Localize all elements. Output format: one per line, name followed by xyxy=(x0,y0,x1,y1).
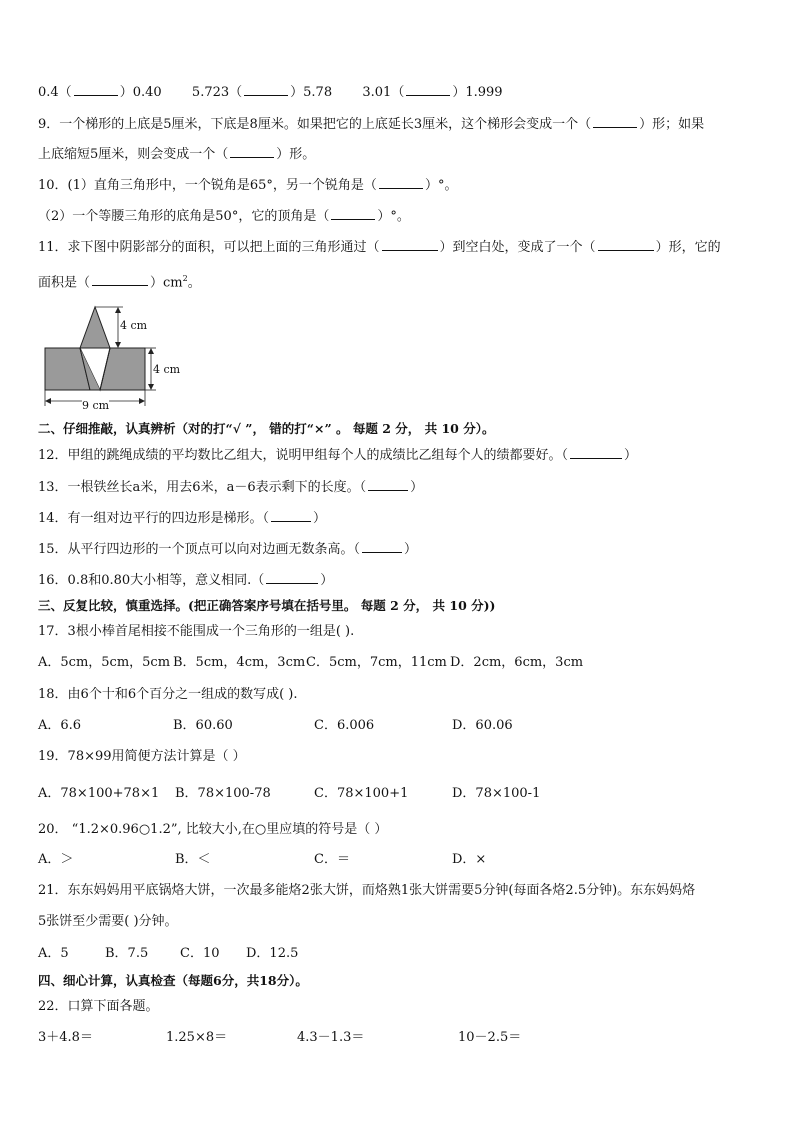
label-right-height: 4 cm xyxy=(153,363,181,376)
q16: 16．0.8和0.80大小相等，意义相同.（ ） xyxy=(38,573,334,588)
q18-option-c[interactable]: C．6.006 xyxy=(314,718,375,733)
q18-option-b[interactable]: B．60.60 xyxy=(173,718,233,733)
q12: 12．甲组的跳绳成绩的平均数比乙组大，说明甲组每个人的成绩比乙组每个人的绩都要好。（ ） xyxy=(38,448,638,463)
section4-title: 四、细心计算，认真检查（每题6分，共18分）。 xyxy=(38,973,308,988)
q19-option-b[interactable]: B．78×100-78 xyxy=(175,786,271,801)
answer-blank[interactable] xyxy=(92,273,148,286)
geometry-diagram xyxy=(38,302,198,414)
q17-option-c[interactable]: C．5cm，7cm，11cm xyxy=(306,655,447,670)
answer-blank[interactable] xyxy=(244,83,288,96)
q14: 14．有一组对边平行的四边形是梯形。（ ） xyxy=(38,511,327,526)
q18-option-d[interactable]: D．60.06 xyxy=(452,718,513,733)
answer-blank[interactable] xyxy=(230,145,274,158)
q9-line1: 9．一个梯形的上底是5厘米，下底是8厘米。如果把它的上底延长3厘米，这个梯形会变成一个（ ）形；如果 xyxy=(38,117,705,132)
answer-blank[interactable] xyxy=(271,509,311,522)
q8-item-c: 3.01（ xyxy=(362,85,405,100)
q20-option-b[interactable]: B．＜ xyxy=(175,852,211,867)
q10-line2: （2）一个等腰三角形的底角是50°，它的顶角是（ ）°。 xyxy=(38,209,410,224)
answer-blank[interactable] xyxy=(593,115,637,128)
q21-line1: 21．东东妈妈用平底锅烙大饼，一次最多能烙2张大饼，而烙熟1张大饼需要5分钟(每面各烙2.5分钟)。东东妈妈烙 xyxy=(38,883,696,898)
q21-option-c[interactable]: C．10 xyxy=(180,946,220,961)
section2-title: 二、仔细推敲，认真辨析（对的打“√ ”， 错的打“×” 。 每题 2 分， 共 10 分）。 xyxy=(38,421,495,436)
section3-title: 三、反复比较，慎重选择。(把正确答案序号填在括号里。 每题 2 分， 共 10 分)) xyxy=(38,598,496,613)
answer-blank[interactable] xyxy=(362,540,402,553)
q17: 17．3根小棒首尾相接不能围成一个三角形的一组是( ). xyxy=(38,624,355,639)
q17-option-a[interactable]: A．5cm，5cm，5cm xyxy=(38,655,171,670)
answer-blank[interactable] xyxy=(368,478,408,491)
top-triangle xyxy=(80,307,110,348)
q13: 13．一根铁丝长a米，用去6米，a－6表示剩下的长度。（ ） xyxy=(38,480,424,495)
answer-blank[interactable] xyxy=(331,207,375,220)
answer-blank[interactable] xyxy=(266,571,318,584)
q19-option-a[interactable]: A．78×100+78×1 xyxy=(38,786,160,801)
q8-item-b: 5.723（ xyxy=(191,85,243,100)
calc-item-1: 3＋4.8＝ xyxy=(38,1030,93,1045)
q15: 15．从平行四边形的一个顶点可以向对边画无数条高。（ ） xyxy=(38,542,418,557)
q8-compare-line: 0.4（ ）0.40 5.723（ ）5.78 3.01（ ）1.999 xyxy=(38,85,503,100)
q11-line2: 面积是（ ）$cm^2$。 xyxy=(38,274,201,291)
q21-option-a[interactable]: A．5 xyxy=(38,946,69,961)
q19: 19．78×99用简便方法计算是（ ） xyxy=(38,749,246,764)
label-bottom-width: 9 cm xyxy=(82,399,110,412)
q19-option-c[interactable]: C．78×100+1 xyxy=(314,786,409,801)
q19-option-d[interactable]: D．78×100-1 xyxy=(452,786,541,801)
q10-line1: 10．(1）直角三角形中，一个锐角是65°，另一个锐角是（ ）°。 xyxy=(38,178,458,193)
calc-item-2: 1.25×8＝ xyxy=(166,1030,228,1045)
q18-option-a[interactable]: A．6.6 xyxy=(38,718,82,733)
q8-item-a: 0.4（ xyxy=(38,85,72,100)
q17-option-b[interactable]: B．5cm，4cm，3cm xyxy=(173,655,306,670)
answer-blank[interactable] xyxy=(570,446,622,459)
answer-blank[interactable] xyxy=(406,83,450,96)
q11-line1: 11．求下图中阴影部分的面积，可以把上面的三角形通过（ ）到空白处，变成了一个（ ）形，它的 xyxy=(38,240,721,255)
calc-item-4: 10－2.5＝ xyxy=(458,1030,522,1045)
q9-line2: 上底缩短5厘米，则会变成一个（ ）形。 xyxy=(38,147,316,162)
answer-blank[interactable] xyxy=(382,238,438,251)
q17-option-d[interactable]: D．2cm，6cm，3cm xyxy=(450,655,584,670)
answer-blank[interactable] xyxy=(379,176,423,189)
label-top-height: 4 cm xyxy=(120,319,148,332)
q21-line2: 5张饼至少需要( )分钟。 xyxy=(38,914,178,929)
q20-option-c[interactable]: C．＝ xyxy=(314,852,350,867)
q22: 22．口算下面各题。 xyxy=(38,999,159,1014)
trapezoid-figure xyxy=(38,302,198,418)
q21-option-b[interactable]: B．7.5 xyxy=(105,946,149,961)
answer-blank[interactable] xyxy=(74,83,118,96)
q20-option-d[interactable]: D．× xyxy=(452,852,487,867)
q18: 18．由6个十和6个百分之一组成的数写成( ). xyxy=(38,687,298,702)
answer-blank[interactable] xyxy=(598,238,654,251)
q20: 20． “1.2×0.96○1.2”, 比较大小,在○里应填的符号是（ ） xyxy=(38,822,388,837)
q21-option-d[interactable]: D．12.5 xyxy=(246,946,299,961)
q20-option-a[interactable]: A．＞ xyxy=(38,852,74,867)
calc-item-3: 4.3－1.3＝ xyxy=(297,1030,365,1045)
